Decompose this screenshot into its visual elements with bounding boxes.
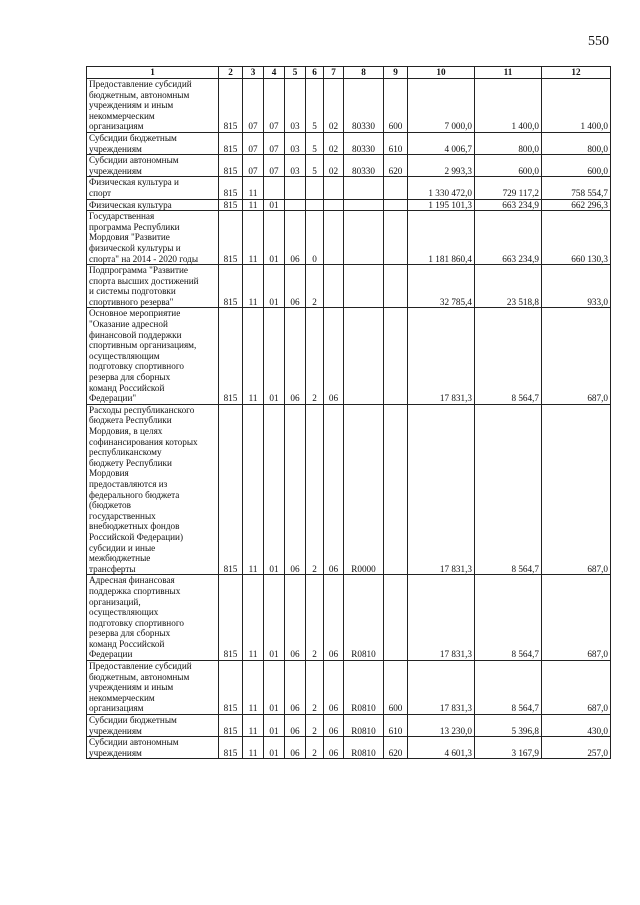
cell-col-6: 5	[306, 79, 324, 133]
header-cell: 2	[219, 67, 243, 79]
header-cell: 3	[243, 67, 264, 79]
cell-col-3: 11	[243, 737, 264, 759]
cell-col-11: 8 564,7	[475, 661, 542, 715]
cell-col-10: 4 006,7	[408, 132, 475, 154]
cell-col-10: 1 181 860,4	[408, 211, 475, 265]
cell-col-2: 815	[219, 211, 243, 265]
cell-col-6: 2	[306, 715, 324, 737]
cell-col-12: 430,0	[542, 715, 611, 737]
cell-col-9	[384, 265, 408, 308]
cell-col-10: 17 831,3	[408, 404, 475, 575]
header-cell: 5	[285, 67, 306, 79]
cell-col-5: 03	[285, 155, 306, 177]
cell-col-8: 80330	[344, 132, 384, 154]
cell-col-2: 815	[219, 265, 243, 308]
cell-col-12: 687,0	[542, 308, 611, 404]
cell-col-9: 620	[384, 155, 408, 177]
cell-col-7: 06	[324, 737, 344, 759]
cell-col-6	[306, 177, 324, 199]
cell-col-11: 663 234,9	[475, 211, 542, 265]
cell-col-11: 8 564,7	[475, 575, 542, 661]
cell-col-10: 4 601,3	[408, 737, 475, 759]
cell-col-2: 815	[219, 132, 243, 154]
cell-col-3: 11	[243, 715, 264, 737]
cell-col-5: 06	[285, 265, 306, 308]
cell-col-8: 80330	[344, 155, 384, 177]
cell-col-4: 01	[264, 715, 285, 737]
table-row	[87, 404, 611, 575]
cell-col-6: 2	[306, 737, 324, 759]
cell-col-11: 1 400,0	[475, 79, 542, 133]
row-name-cell: Субсидии автономным учреждениям	[87, 737, 219, 759]
cell-col-2: 815	[219, 155, 243, 177]
header-cell: 11	[475, 67, 542, 79]
table-row	[87, 661, 611, 715]
cell-col-6: 2	[306, 575, 324, 661]
table-row	[87, 308, 611, 404]
cell-col-8	[344, 199, 384, 211]
cell-col-2: 815	[219, 404, 243, 575]
budget-table	[86, 66, 611, 759]
cell-col-9: 610	[384, 132, 408, 154]
cell-col-7	[324, 177, 344, 199]
cell-col-9: 610	[384, 715, 408, 737]
cell-col-4: 01	[264, 404, 285, 575]
cell-col-5: 03	[285, 132, 306, 154]
row-name-cell: Предоставление субсидий бюджетным, автономным учреждениям и иным некоммерческим организациям	[87, 661, 219, 715]
cell-col-12: 660 130,3	[542, 211, 611, 265]
cell-col-10: 13 230,0	[408, 715, 475, 737]
cell-col-11: 800,0	[475, 132, 542, 154]
cell-col-7: 02	[324, 132, 344, 154]
row-name-cell: Государственная программа Республики Мордовия "Развитие физической культуры и спорта" на 2014 - 2020 годы	[87, 211, 219, 265]
table-row	[87, 265, 611, 308]
cell-col-5: 06	[285, 661, 306, 715]
cell-col-2: 815	[219, 575, 243, 661]
row-name-cell: Подпрограмма "Развитие спорта высших достижений и системы подготовки спортивного резерва"	[87, 265, 219, 308]
table-row	[87, 155, 611, 177]
table-row	[87, 211, 611, 265]
cell-col-6: 2	[306, 308, 324, 404]
table-row	[87, 737, 611, 759]
cell-col-5: 03	[285, 79, 306, 133]
row-name-cell: Предоставление субсидий бюджетным, автономным учреждениям и иным некоммерческим организациям	[87, 79, 219, 133]
cell-col-3: 11	[243, 199, 264, 211]
cell-col-12: 600,0	[542, 155, 611, 177]
cell-col-7	[324, 199, 344, 211]
cell-col-7: 06	[324, 661, 344, 715]
cell-col-3: 07	[243, 155, 264, 177]
header-cell: 1	[87, 67, 219, 79]
cell-col-11: 23 518,8	[475, 265, 542, 308]
cell-col-8	[344, 211, 384, 265]
cell-col-3: 11	[243, 661, 264, 715]
table-row	[87, 177, 611, 199]
row-name-cell: Адресная финансовая поддержка спортивных организаций, осуществляющих подготовку спортивного резерва для сборных команд Российской Федерации	[87, 575, 219, 661]
cell-col-4	[264, 177, 285, 199]
cell-col-8: R0810	[344, 715, 384, 737]
cell-col-2: 815	[219, 737, 243, 759]
header-row	[87, 67, 611, 79]
cell-col-4: 01	[264, 308, 285, 404]
cell-col-5: 06	[285, 308, 306, 404]
cell-col-9	[384, 404, 408, 575]
cell-col-12: 800,0	[542, 132, 611, 154]
cell-col-2: 815	[219, 79, 243, 133]
cell-col-11: 8 564,7	[475, 404, 542, 575]
row-name-cell: Субсидии автономным учреждениям	[87, 155, 219, 177]
row-name-cell: Субсидии бюджетным учреждениям	[87, 715, 219, 737]
cell-col-8: R0810	[344, 737, 384, 759]
cell-col-4: 07	[264, 132, 285, 154]
table-row	[87, 715, 611, 737]
header-cell: 4	[264, 67, 285, 79]
cell-col-6: 2	[306, 661, 324, 715]
cell-col-3: 11	[243, 265, 264, 308]
cell-col-4: 07	[264, 155, 285, 177]
cell-col-4: 01	[264, 265, 285, 308]
cell-col-2: 815	[219, 199, 243, 211]
cell-col-4: 01	[264, 211, 285, 265]
cell-col-5	[285, 199, 306, 211]
table-row	[87, 199, 611, 211]
cell-col-6: 2	[306, 265, 324, 308]
cell-col-5: 06	[285, 404, 306, 575]
cell-col-8: R0810	[344, 575, 384, 661]
cell-col-3: 11	[243, 211, 264, 265]
cell-col-12: 687,0	[542, 404, 611, 575]
cell-col-12: 1 400,0	[542, 79, 611, 133]
cell-col-12: 687,0	[542, 661, 611, 715]
header-cell: 8	[344, 67, 384, 79]
cell-col-10: 2 993,3	[408, 155, 475, 177]
cell-col-11: 3 167,9	[475, 737, 542, 759]
cell-col-4: 01	[264, 199, 285, 211]
cell-col-6: 0	[306, 211, 324, 265]
page-number: 550	[588, 34, 609, 49]
header-cell: 12	[542, 67, 611, 79]
cell-col-6: 5	[306, 132, 324, 154]
cell-col-8: 80330	[344, 79, 384, 133]
cell-col-3: 11	[243, 308, 264, 404]
cell-col-12: 257,0	[542, 737, 611, 759]
cell-col-4: 01	[264, 575, 285, 661]
header-cell: 10	[408, 67, 475, 79]
cell-col-7: 06	[324, 404, 344, 575]
cell-col-8: R0810	[344, 661, 384, 715]
cell-col-4: 01	[264, 737, 285, 759]
cell-col-5: 06	[285, 715, 306, 737]
cell-col-9	[384, 177, 408, 199]
cell-col-11: 729 117,2	[475, 177, 542, 199]
cell-col-5: 06	[285, 575, 306, 661]
table-row	[87, 132, 611, 154]
cell-col-2: 815	[219, 715, 243, 737]
cell-col-5: 06	[285, 211, 306, 265]
cell-col-7	[324, 211, 344, 265]
cell-col-6: 5	[306, 155, 324, 177]
cell-col-8	[344, 308, 384, 404]
cell-col-7: 06	[324, 308, 344, 404]
cell-col-7: 06	[324, 715, 344, 737]
cell-col-12: 933,0	[542, 265, 611, 308]
cell-col-12: 687,0	[542, 575, 611, 661]
row-name-cell: Субсидии бюджетным учреждениям	[87, 132, 219, 154]
cell-col-12: 662 296,3	[542, 199, 611, 211]
cell-col-10: 1 195 101,3	[408, 199, 475, 211]
table-row	[87, 575, 611, 661]
cell-col-10: 7 000,0	[408, 79, 475, 133]
cell-col-12: 758 554,7	[542, 177, 611, 199]
cell-col-9	[384, 575, 408, 661]
cell-col-11: 600,0	[475, 155, 542, 177]
cell-col-7	[324, 265, 344, 308]
row-name-cell: Физическая культура и спорт	[87, 177, 219, 199]
cell-col-9: 620	[384, 737, 408, 759]
cell-col-9	[384, 211, 408, 265]
cell-col-4: 01	[264, 661, 285, 715]
cell-col-11: 8 564,7	[475, 308, 542, 404]
cell-col-6	[306, 199, 324, 211]
cell-col-3: 11	[243, 177, 264, 199]
header-cell: 6	[306, 67, 324, 79]
cell-col-10: 32 785,4	[408, 265, 475, 308]
cell-col-3: 11	[243, 575, 264, 661]
cell-col-10: 17 831,3	[408, 661, 475, 715]
cell-col-2: 815	[219, 177, 243, 199]
cell-col-10: 1 330 472,0	[408, 177, 475, 199]
cell-col-11: 5 396,8	[475, 715, 542, 737]
cell-col-9: 600	[384, 661, 408, 715]
cell-col-3: 07	[243, 79, 264, 133]
cell-col-10: 17 831,3	[408, 575, 475, 661]
cell-col-8	[344, 265, 384, 308]
table-row	[87, 79, 611, 133]
cell-col-2: 815	[219, 661, 243, 715]
cell-col-5	[285, 177, 306, 199]
header-cell: 7	[324, 67, 344, 79]
cell-col-2: 815	[219, 308, 243, 404]
cell-col-9	[384, 308, 408, 404]
cell-col-10: 17 831,3	[408, 308, 475, 404]
cell-col-9	[384, 199, 408, 211]
cell-col-6: 2	[306, 404, 324, 575]
cell-col-8: R0000	[344, 404, 384, 575]
cell-col-7: 06	[324, 575, 344, 661]
row-name-cell: Основное мероприятие "Оказание адресной финансовой поддержки спортивным организациям, осуществляющим подготовку спортивного резерва для сборных команд Российской Федерации"	[87, 308, 219, 404]
row-name-cell: Расходы республиканского бюджета Республики Мордовия, в целях софинансирования которых республиканскому бюджету Республики Мордовия предоставляются из федерального бюджета (бюджетов государственных внебюджетных фондов Российской Федерации) субсидии и иные межбюджетные трансферты	[87, 404, 219, 575]
cell-col-4: 07	[264, 79, 285, 133]
row-name-cell: Физическая культура	[87, 199, 219, 211]
cell-col-7: 02	[324, 79, 344, 133]
cell-col-11: 663 234,9	[475, 199, 542, 211]
cell-col-7: 02	[324, 155, 344, 177]
cell-col-9: 600	[384, 79, 408, 133]
cell-col-3: 11	[243, 404, 264, 575]
cell-col-8	[344, 177, 384, 199]
cell-col-5: 06	[285, 737, 306, 759]
header-cell: 9	[384, 67, 408, 79]
cell-col-3: 07	[243, 132, 264, 154]
